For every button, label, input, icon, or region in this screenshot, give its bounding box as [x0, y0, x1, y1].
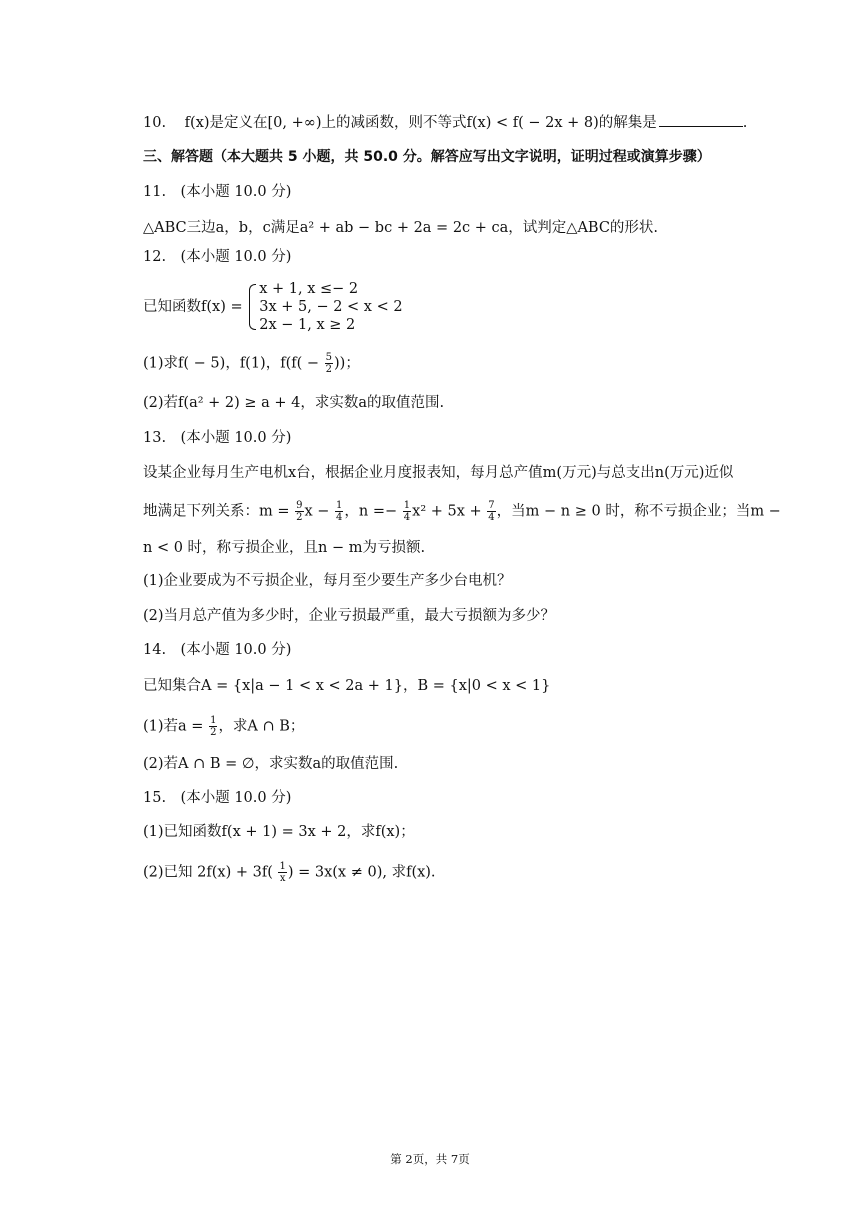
question-number: 10. [143, 115, 167, 131]
denominator: 2 [325, 364, 333, 375]
fraction [295, 500, 303, 523]
section-heading: 三、解答题（本大题共 5 小题，共 50.0 分。解答应写出文字说明，证明过程或演算步骤） [143, 149, 711, 165]
part-text: (1)求f( − 5)，f(1)，f(f( − [143, 355, 320, 372]
question-11-text: △ABC三边a，b，c满足a² + ab − bc + 2a = 2c + ca，试判定△ABC的形状. [143, 220, 659, 236]
case-2: 3x + 5, − 2 < x < 2 [259, 299, 403, 315]
question-11-header: 11. (本小题 10.0 分) [143, 184, 292, 200]
part-text: ))； [334, 355, 360, 372]
question-13-line-1: 设某企业每月生产电机x台，根据企业月度报表知，每月总产值m(万元)与总支出n(万元)近似 [143, 465, 734, 481]
numerator: 1 [210, 715, 217, 726]
question-15-part-2 [143, 861, 800, 884]
text: ，求A ∩ B； [218, 718, 305, 735]
fraction [209, 715, 217, 738]
text: ) = 3x(x ≠ 0), 求f(x). [287, 864, 436, 881]
text: x − [304, 503, 330, 520]
denominator: 2 [296, 512, 303, 523]
denominator: 4 [403, 512, 411, 523]
text: (1)若a = [143, 718, 204, 735]
question-12-part-1 [143, 352, 800, 375]
question-15-part-1: (1)已知函数f(x + 1) = 3x + 2，求f(x)； [143, 824, 415, 840]
question-13-part-2: (2)当月总产值为多少时，企业亏损最严重，最大亏损额为多少？ [143, 608, 556, 624]
question-12-part-2: (2)若f(a² + 2) ≥ a + 4，求实数a的取值范围. [143, 395, 445, 411]
denominator: 4 [488, 512, 495, 523]
numerator: 5 [325, 352, 333, 363]
question-14-part-1 [143, 715, 800, 738]
question-14-intro: 已知集合A = {x|a − 1 < x < 2a + 1}，B = {x|0 < x < 1} [143, 678, 551, 694]
text: ，n =− [344, 503, 398, 520]
question-12-header: 12. (本小题 10.0 分) [143, 249, 292, 265]
fraction [278, 861, 286, 884]
text: (2)已知 2f(x) + 3f( [143, 864, 273, 881]
numerator: 1 [336, 500, 343, 511]
denominator: 4 [336, 512, 343, 523]
numerator: 9 [296, 500, 303, 511]
question-12-function [143, 280, 800, 336]
question-text: f(x)是定义在[0, +∞)上的减函数，则不等式f(x) < f( − 2x + 8)的解集是 [184, 115, 657, 131]
page-footer: 第 2页，共 7页 [390, 1152, 470, 1166]
question-10 [143, 112, 800, 133]
numerator: 1 [279, 861, 286, 872]
numerator: 1 [403, 500, 411, 511]
fraction [403, 500, 411, 523]
question-14-header: 14. (本小题 10.0 分) [143, 642, 292, 658]
denominator: x [279, 873, 286, 884]
fraction [325, 352, 333, 375]
denominator: 2 [210, 727, 217, 738]
function-intro: 已知函数f(x) = [143, 299, 243, 315]
question-13-header: 13. (本小题 10.0 分) [143, 430, 292, 446]
question-13-line-3: n < 0 时，称亏损企业，且n − m为亏损额. [143, 540, 426, 556]
case-3: 2x − 1, x ≥ 2 [259, 317, 356, 333]
numerator: 7 [488, 500, 495, 511]
question-14-part-2: (2)若A ∩ B = ∅，求实数a的取值范围. [143, 756, 399, 772]
question-13-part-1: (1)企业要成为不亏损企业，每月至少要生产多少台电机？ [143, 573, 512, 589]
case-1: x + 1, x ≤− 2 [259, 281, 359, 297]
question-13-line-2 [143, 500, 800, 523]
text: ，当m − n ≥ 0 时，称不亏损企业；当m − [496, 503, 781, 520]
piecewise-cases [247, 280, 402, 334]
text: x² + 5x + [412, 503, 482, 520]
answer-blank[interactable] [659, 112, 743, 127]
period: . [742, 115, 748, 131]
question-15-header: 15. (本小题 10.0 分) [143, 790, 292, 806]
text: 地满足下列关系：m = [143, 503, 290, 520]
fraction [487, 500, 495, 523]
fraction [335, 500, 343, 523]
